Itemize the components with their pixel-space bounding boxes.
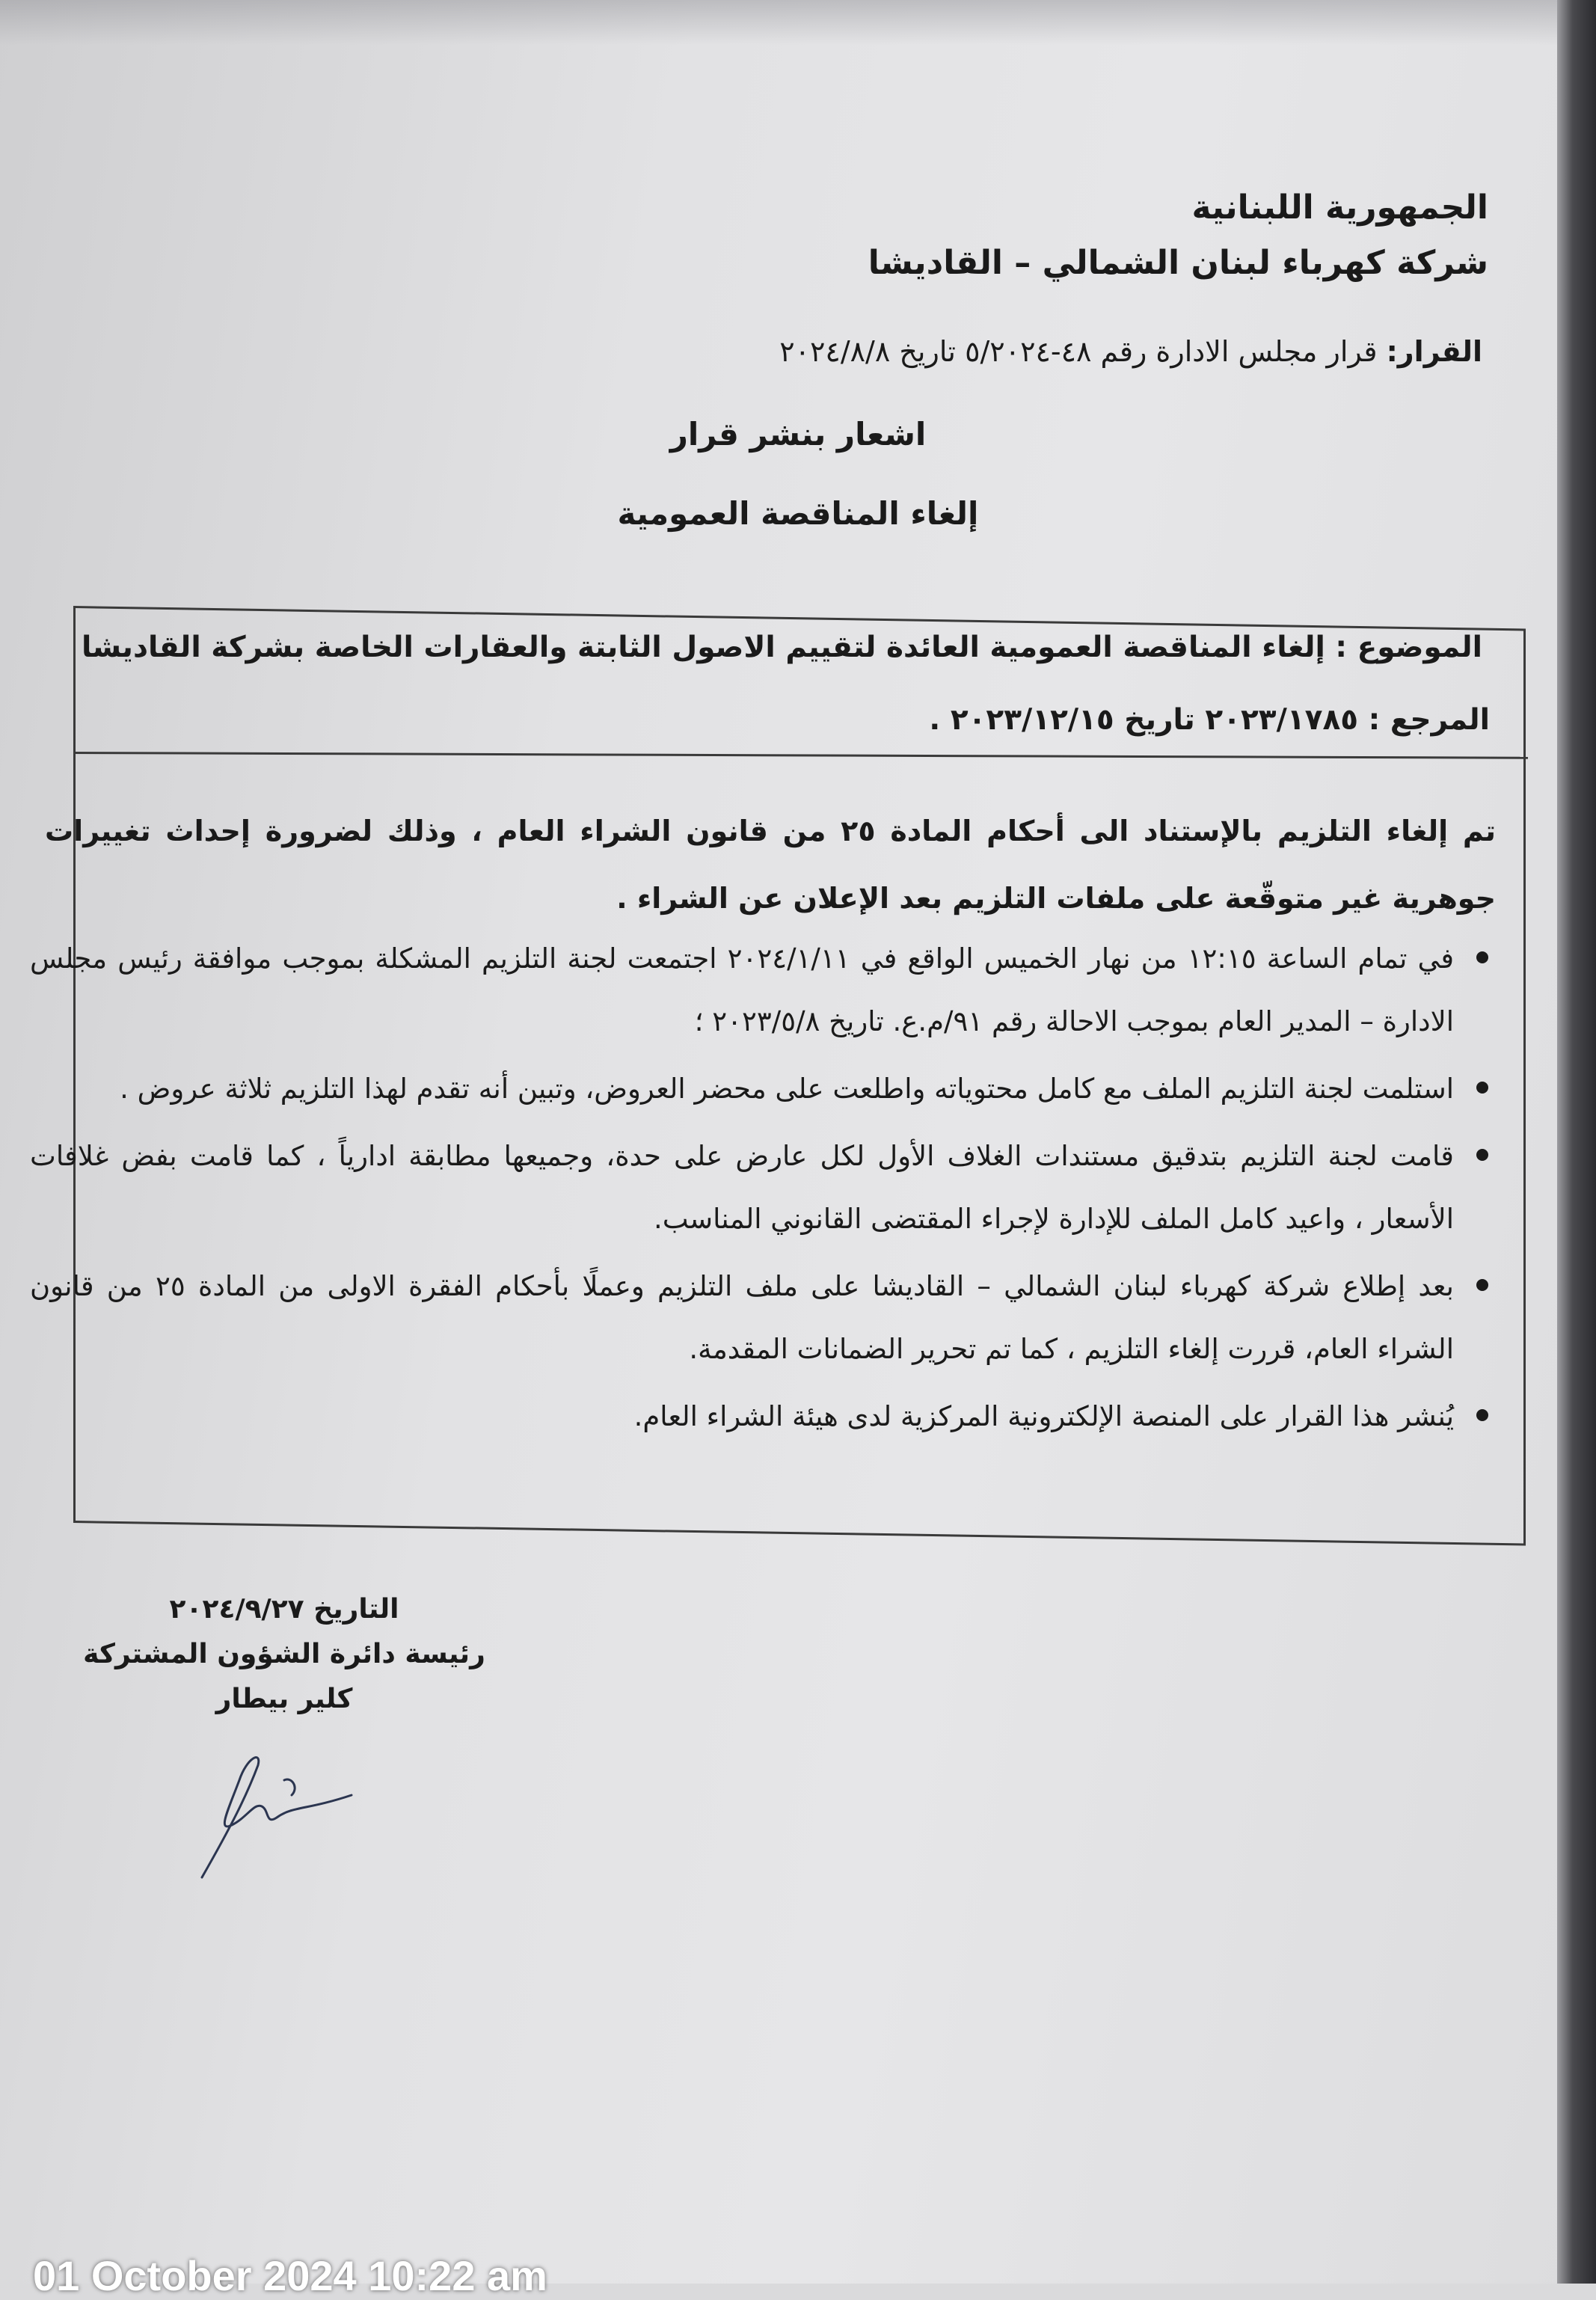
intro-paragraph: تم إلغاء التلزيم بالإستناد الى أحكام المادة ٢٥ من قانون الشراء العام ، وذلك لضرورة إحداث تغييرات جوهرية غير متوقّعة على ملفات التلزيم بعد الإعلان عن الشراء . <box>45 815 1496 915</box>
list-item <box>30 1255 1496 1381</box>
photo-timestamp: 01 October 2024 10:22 am <box>33 2252 547 2299</box>
list-item-text: بعد إطلاع شركة كهرباء لبنان الشمالي – القاديشا على ملف التلزيم وعملًا بأحكام الفقرة الاولى من المادة ٢٥ من قانون الشراء العام، قررت إلغاء التلزيم ، كما تم تحرير الضمانات المقدمة. <box>30 1270 1454 1365</box>
bullet-dot-icon <box>1476 1409 1488 1421</box>
bullet-dot-icon <box>1476 951 1488 963</box>
decision-line <box>779 335 1482 368</box>
list-item-text: قامت لجنة التلزيم بتدقيق مستندات الغلاف الأول لكل عارض على حدة، وجميعها مطابقة ادارياً ، كما قامت بفض غلافات الأسعار ، واعيد كامل الملف للإدارة لإجراء المقتضى القانوني المناسب. <box>30 1140 1454 1235</box>
desk-edge <box>1557 0 1596 2284</box>
bullet-dot-icon <box>1476 1279 1488 1291</box>
bullet-list <box>30 927 1496 1453</box>
handwritten-signature-icon <box>187 1735 366 1885</box>
notice-subtitle: إلغاء المناقصة العمومية <box>617 495 979 532</box>
header-company: شركة كهرباء لبنان الشمالي – القاديشا <box>868 244 1488 282</box>
list-item <box>30 1385 1496 1448</box>
signature-name: كلير بيطار <box>215 1684 353 1714</box>
signature-block <box>45 1587 524 1722</box>
list-item <box>30 1058 1496 1120</box>
reference-line: المرجع : ٢٠٢٣/١٧٨٥ تاريخ ٢٠٢٣/١٢/١٥ . <box>929 703 1490 737</box>
header-republic: الجمهورية اللبنانية <box>1191 188 1488 227</box>
signature-position: رئيسة دائرة الشؤون المشتركة <box>83 1639 485 1669</box>
signature-date: التاريخ ٢٠٢٤/٩/٢٧ <box>169 1594 399 1625</box>
subject-line: الموضوع : إلغاء المناقصة العمومية العائدة لتقييم الاصول الثابتة والعقارات الخاصة بشركة القاديشا <box>81 631 1482 664</box>
list-item-text: استلمت لجنة التلزيم الملف مع كامل محتوياته واطلعت على محضر العروض، وتبين أنه تقدم لهذا التلزيم ثلاثة عروض . <box>120 1073 1454 1105</box>
bullet-dot-icon <box>1476 1149 1488 1161</box>
bullet-dot-icon <box>1476 1082 1488 1094</box>
list-item <box>30 1125 1496 1251</box>
decision-label: القرار: <box>1386 335 1482 368</box>
list-item-text: في تمام الساعة ١٢:١٥ من نهار الخميس الواقع في ٢٠٢٤/١/١١ اجتمعت لجنة التلزيم المشكلة بموجب موافقة رئيس مجلس الادارة – المدير العام بموجب الاحالة رقم ٩١/م.ع. تاريخ ٢٠٢٣/٥/٨ ؛ <box>30 942 1455 1037</box>
list-item-text: يُنشر هذا القرار على المنصة الإلكترونية المركزية لدى هيئة الشراء العام. <box>633 1400 1454 1432</box>
notice-title: اشعار بنشر قرار <box>669 416 927 453</box>
decision-text: قرار مجلس الادارة رقم ٤٨-٥/٢٠٢٤ تاريخ ٢٠٢٤/٨/٨ <box>779 335 1378 368</box>
list-item <box>30 927 1496 1053</box>
